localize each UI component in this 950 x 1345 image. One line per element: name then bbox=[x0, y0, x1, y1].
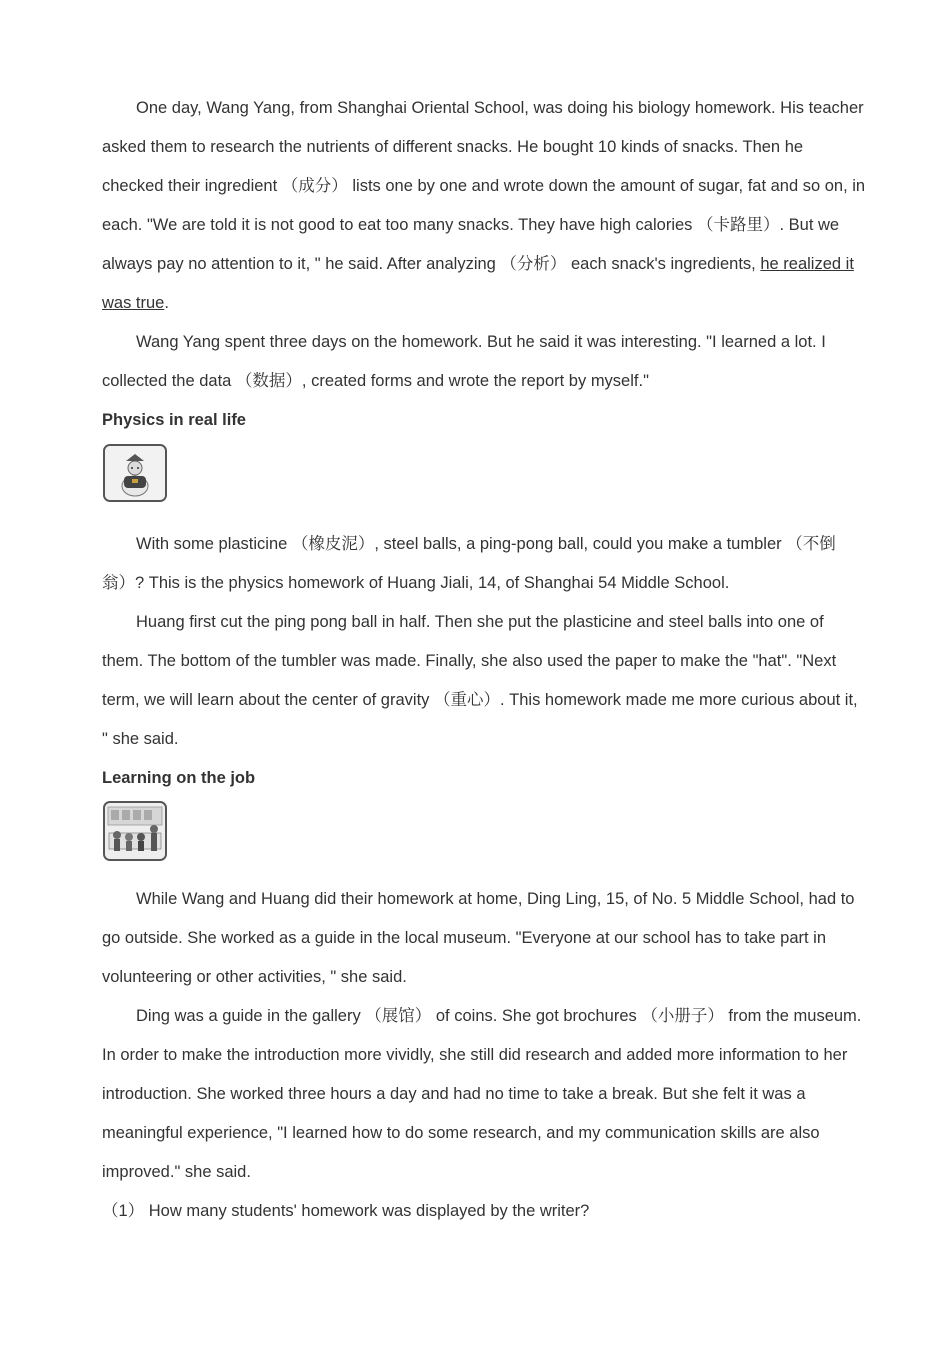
paragraph-end: . bbox=[164, 294, 169, 312]
paragraph-ding-2: Ding was a guide in the gallery （展馆） of coins. She got brochures （小册子） from the museum. In order to make the introduction more vividly, she still did research and added more information to her introduction. She worked three hours a day and had no time to take a break. But she felt it was a meaningful experience, "I learned how to do some research, and my communication skills are also improved." she said. bbox=[102, 1007, 862, 1181]
paragraph-wang-yang-2: Wang Yang spent three days on the homework. But he said it was interesting. "I learned a lot. I collected the data （数据）, created forms and wrote the report by myself." bbox=[102, 333, 826, 390]
paragraph-text: One day, Wang Yang, from Shanghai Oriental School, was doing his biology homework. His teacher asked them to research the nutrients of different snacks. He bought 10 kinds of snacks. Then he checked their ingredient （成分） lists one by one and wrote down the amount of sugar, fat and so on, in each. "We are told it is not good to eat too many snacks. They have high calories （卡路里）. But we always pay no attention to it, " he said. After analyzing （分析） each snack's ingredients, bbox=[102, 99, 866, 273]
paragraph-wang-yang-1 bbox=[102, 89, 868, 323]
museum-thumbnail-image bbox=[103, 801, 167, 861]
question-1: （1） How many students' homework was displayed by the writer? bbox=[102, 1202, 590, 1220]
section-heading-physics: Physics in real life bbox=[102, 411, 246, 429]
document-page bbox=[102, 89, 868, 1231]
tumbler-thumbnail-image bbox=[103, 444, 167, 502]
section-heading-learning: Learning on the job bbox=[102, 769, 256, 787]
paragraph-ding-1: While Wang and Huang did their homework at home, Ding Ling, 15, of No. 5 Middle School, had to go outside. She worked as a guide in the local museum. "Everyone at our school has to take part in volunteering or other activities, " she said. bbox=[102, 890, 855, 986]
underlined-phrase: he realized it was true bbox=[102, 255, 854, 312]
paragraph-huang-1: With some plasticine （橡皮泥）, steel balls, a ping-pong ball, could you make a tumbler （不倒翁）? This is the physics homework of Huang Jiali, 14, of Shanghai 54 Middle School. bbox=[102, 535, 836, 592]
paragraph-huang-2: Huang first cut the ping pong ball in half. Then she put the plasticine and steel balls into one of them. The bottom of the tumbler was made. Finally, she also used the paper to make the "hat". "Next term, we will learn about the center of gravity （重心）. This homework made me more curious about it, " she said. bbox=[102, 613, 858, 748]
